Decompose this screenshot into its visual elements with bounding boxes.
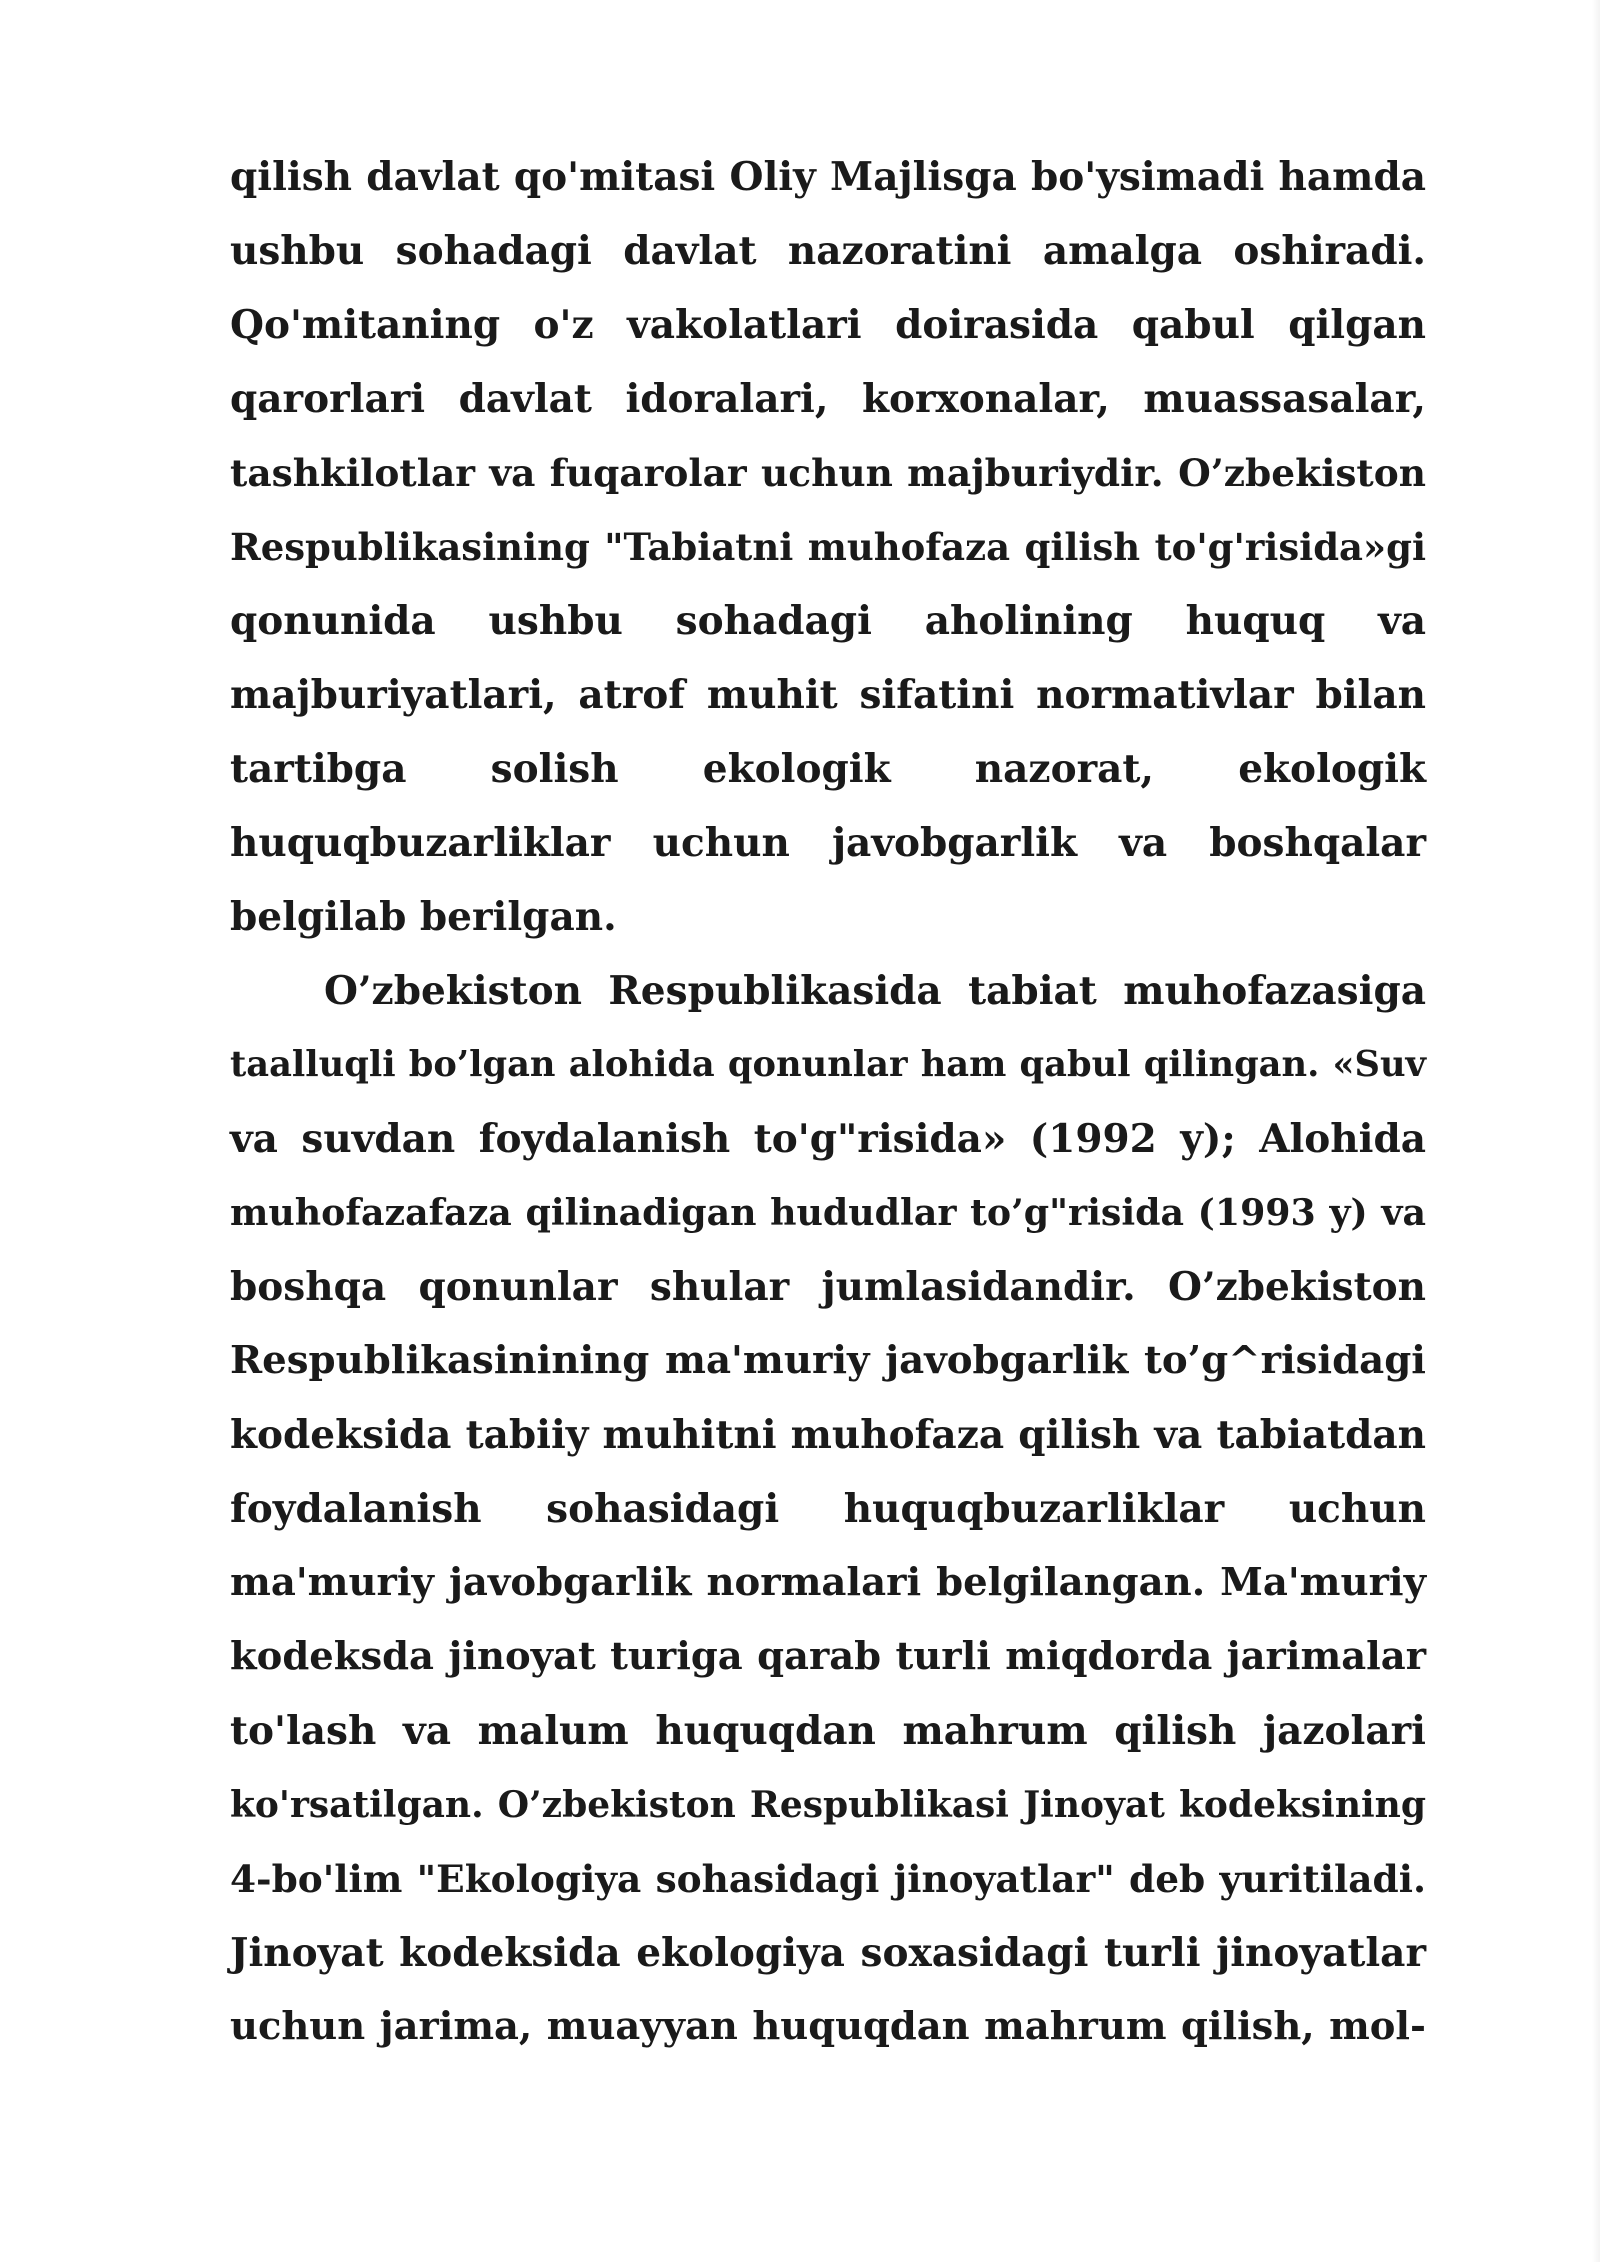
text-line: huquqbuzarliklar uchun javobgarlik va boshqalar <box>230 820 1426 866</box>
text-line: qarorlari davlat idoralari, korxonalar, muassasalar, <box>230 376 1426 422</box>
text-line: uchun jarima, muayyan huquqdan mahrum qilish, mol- <box>230 2004 1426 2049</box>
text-line: boshqa qonunlar shular jumlasidandir. O’zbekiston <box>230 1264 1426 1310</box>
text-line: Respublikasinining ma'muriy javobgarlik to’g^risidagi <box>230 1338 1426 1383</box>
text-line: foydalanish sohasidagi huquqbuzarliklar uchun <box>230 1486 1426 1532</box>
text-line: ushbu sohadagi davlat nazoratini amalga oshiradi. <box>230 228 1426 274</box>
text-line: 4-bo'lim "Ekologiya sohasidagi jinoyatlar" deb yuritiladi. <box>230 1857 1426 1901</box>
text-line: ma'muriy javobgarlik normalari belgilangan. Ma'muriy <box>230 1560 1426 1605</box>
text-line: taalluqli bo’lgan alohida qonunlar ham qabul qilingan. «Suv <box>230 1044 1426 1085</box>
text-line: qilish davlat qo'mitasi Oliy Majlisga bo'ysimadi hamda <box>230 154 1426 200</box>
text-line: va suvdan foydalanish to'g"risida» (1992 y); Alohida <box>230 1116 1426 1162</box>
body-text <box>230 140 1426 2064</box>
text-line: tashkilotlar va fuqarolar uchun majburiydir. O’zbekiston <box>230 451 1426 495</box>
text-line: kodeksda jinoyat turiga qarab turli miqdorda jarimalar <box>230 1634 1426 1679</box>
text-line-paragraph-end: belgilab berilgan. <box>230 894 617 940</box>
page-edge-shadow <box>1592 0 1600 2262</box>
text-line: to'lash va malum huquqdan mahrum qilish jazolari <box>230 1708 1426 1754</box>
text-line: muhofazafaza qilinadigan hududlar to’g"risida (1993 y) va <box>230 1191 1426 1234</box>
text-line: majburiyatlari, atrof muhit sifatini normativlar bilan <box>230 672 1426 718</box>
text-line: Qo'mitaning o'z vakolatlari doirasida qabul qilgan <box>230 302 1426 348</box>
text-line: tartibga solish ekologik nazorat, ekologik <box>230 746 1426 792</box>
text-line: Jinoyat kodeksida ekologiya soxasidagi turli jinoyatlar <box>230 1930 1426 1976</box>
text-line: kodeksida tabiiy muhitni muhofaza qilish va tabiatdan <box>230 1412 1426 1458</box>
text-line: ko'rsatilgan. O’zbekiston Respublikasi Jinoyat kodeksining <box>230 1784 1426 1826</box>
text-line: Respublikasining "Tabiatni muhofaza qilish to'g'risida»gi <box>230 525 1426 569</box>
text-line-paragraph-start: O’zbekiston Respublikasida tabiat muhofazasiga <box>324 968 1426 1014</box>
text-line: qonunida ushbu sohadagi aholining huquq va <box>230 598 1426 644</box>
